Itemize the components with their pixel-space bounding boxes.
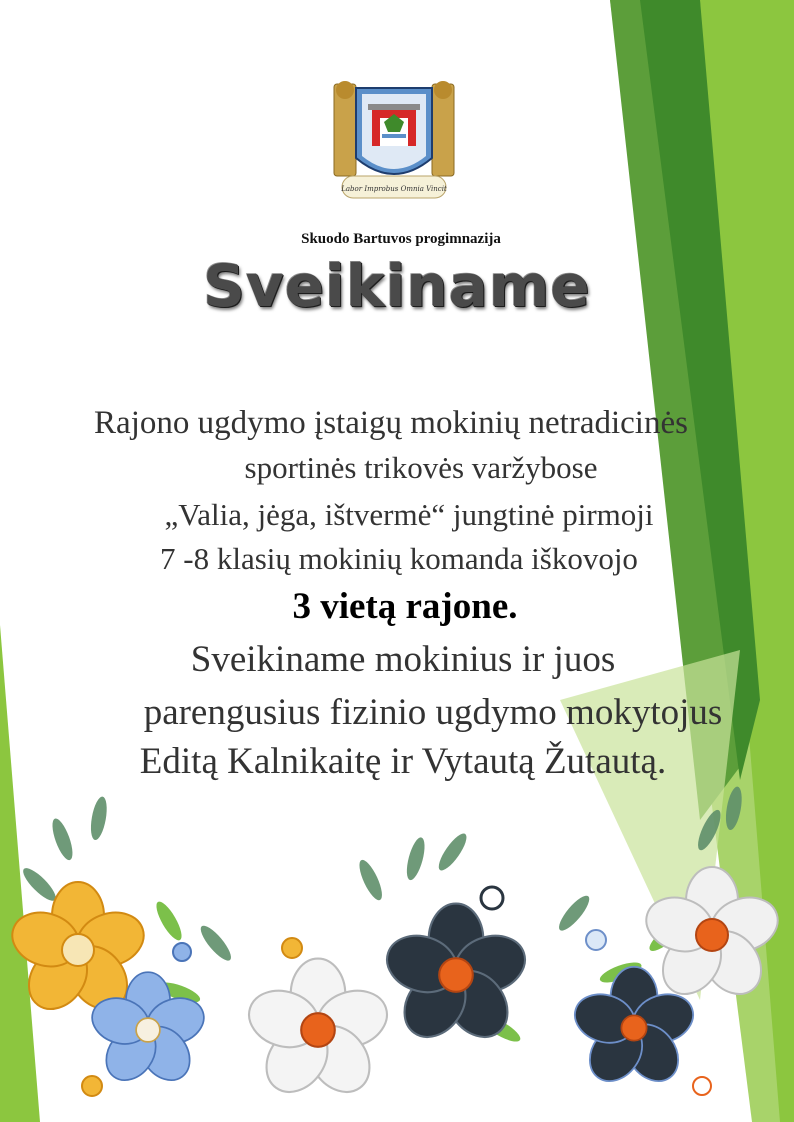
achievement-highlight: 3 vietą rajone. [292, 586, 518, 627]
flower-wreath-decoration [0, 740, 794, 1122]
svg-text:Labor Improbus Omnia Vincit: Labor Improbus Omnia Vincit [341, 185, 447, 193]
message-line-8: Editą Kalnikaitę ir Vytautą Žutautą. [139, 741, 667, 782]
school-crest-logo [332, 78, 456, 208]
school-crest-icon [332, 78, 456, 208]
message-line-3: „Valia, jėga, ištvermė“ jungtinė pirmoji [164, 497, 654, 532]
page-title: Sveikiname [203, 252, 591, 320]
message-line-4: 7 -8 klasių mokinių komanda iškovojo [160, 541, 638, 576]
school-name: Skuodo Bartuvos progimnazija [301, 231, 501, 247]
message-line-6: Sveikiname mokinius ir juos [190, 639, 616, 680]
message-line-7: parengusius fizinio ugdymo mokytojus [143, 692, 723, 733]
message-line-1: Rajono ugdymo įstaigų mokinių netradicinės [94, 405, 688, 441]
message-line-2: sportinės trikovės varžybose [244, 450, 598, 485]
